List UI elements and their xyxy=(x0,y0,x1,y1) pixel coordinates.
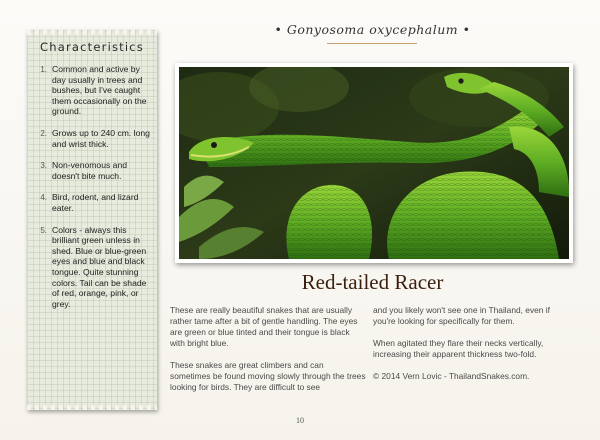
list-item xyxy=(31,64,155,117)
species-name: • Gonyosoma oxycephalum • xyxy=(274,22,471,37)
characteristics-card xyxy=(27,30,157,410)
list-item xyxy=(31,160,155,181)
list-number: 5. xyxy=(40,225,47,235)
list-number: 2. xyxy=(40,128,47,138)
list-number: 3. xyxy=(40,161,47,171)
page-number: 10 xyxy=(296,416,304,425)
characteristics-title: Characteristics xyxy=(40,40,144,54)
body-paragraph: When agitated they flare their necks vertically, increasing their apparent thickness two-fold. xyxy=(373,338,544,359)
list-text: Bird, rodent, and lizard eater. xyxy=(52,192,139,213)
list-item xyxy=(31,128,155,149)
list-number: 1. xyxy=(40,65,47,74)
list-text: Non-venomous and doesn't bite much. xyxy=(52,160,128,181)
snake-photo-frame xyxy=(175,63,573,263)
list-item xyxy=(31,225,155,310)
list-text: Colors - always this brilliant green unless in shed. Blue or blue-green eyes and blue and black tongue. Quite stunning colors. Tail can be shade of red, orange, pink, or grey. xyxy=(52,224,147,309)
page-title: Red-tailed Racer xyxy=(301,270,444,294)
body-paragraph: and you likely won't see one in Thailand, even if you're looking for specifically for them. xyxy=(373,305,550,326)
copyright-text: © 2014 Vern Lovic - ThailandSnakes.com. xyxy=(373,371,530,381)
snake-photo-icon xyxy=(179,67,569,259)
body-paragraph: These snakes are great climbers and can sometimes be found moving slowly through the trees looking for birds. They are difficult to see xyxy=(170,360,366,392)
characteristics-list xyxy=(31,64,155,320)
header-divider xyxy=(327,43,417,44)
list-text: Common and active by day usually in trees and bushes, but I've caught them occasionally on the ground. xyxy=(52,64,147,117)
list-number: 4. xyxy=(40,193,47,203)
list-text: Grows up to 240 cm. long and wrist thick. xyxy=(52,127,150,149)
body-column-left xyxy=(170,305,366,404)
body-paragraph: These are really beautiful snakes that are usually rather tame after a bit of gentle handling. The eyes are green or blue tinted and their tongue is black with bright blue. xyxy=(170,305,358,348)
list-item xyxy=(31,192,155,213)
body-column-right xyxy=(373,305,569,393)
